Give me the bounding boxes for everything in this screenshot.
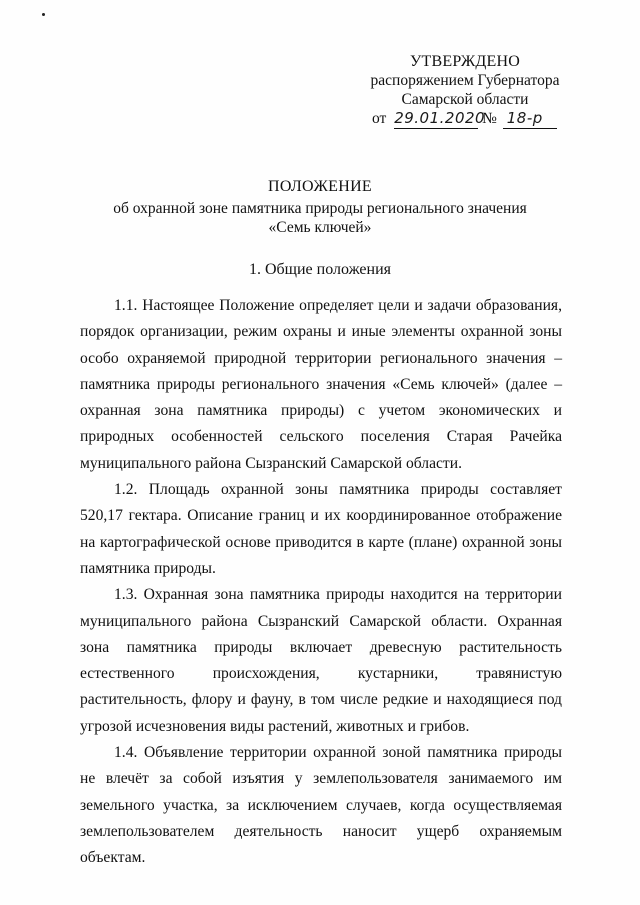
handwritten-number: 18-р xyxy=(503,109,557,129)
approval-title: УТВЕРЖДЕНО xyxy=(409,53,520,70)
scan-speck xyxy=(42,13,45,16)
approval-stamp-block xyxy=(360,52,570,129)
approval-date-number-line xyxy=(372,109,570,129)
paragraph-1-1: 1.1. Настоящее Положение определяет цели и задачи образования, порядок организации, режим охраны и иные элементы охранной зоны особо охраняемой природной территории регионального значения – памятника природы регионального значения «Семь ключей» (далее – охранная зона памятника природы) с учетом экономических и природных особенностей сельского поселения Старая Рачейка муниципального района Сызранский Самарской области. xyxy=(80,297,562,472)
document-subtitle-line2: «Семь ключей» xyxy=(268,219,372,236)
paragraph-1-3: 1.3. Охранная зона памятника природы находится на территории муниципального района Сызранский Самарской области. Охранная зона памятника природы включает древесную растительность естественного происхождения, кустарники, травянистую растительность, флору и фауну, в том числе редкие и находящиеся под угрозой исчезновения виды растений, животных и грибов. xyxy=(80,586,562,735)
number-prefix: № xyxy=(482,110,497,127)
section-title: 1. Общие положения xyxy=(248,261,392,278)
approval-authority: распоряжением Губернатора xyxy=(370,72,560,89)
document-subtitle-line1: об охранной зоне памятника природы регионального значения xyxy=(113,200,527,217)
paragraph-1-4: 1.4. Объявление территории охранной зоной памятника природы не влечёт за собой изъятия у землепользователя занимаемого им земельного участка, за исключением случаев, когда осуществляемая землепользователем деятельность наносит ущерб охраняемым объектам. xyxy=(80,744,562,867)
handwritten-date: 29.01.2020 xyxy=(394,109,486,127)
document-title: ПОЛОЖЕНИЕ xyxy=(267,178,372,195)
document-body xyxy=(80,293,562,872)
paragraph-1-2: 1.2. Площадь охранной зоны памятника природы составляет 520,17 гектара. Описание границ и их координированное отображение на картографической основе приводится в карте (плане) охранной зоны памятника природы. xyxy=(80,481,562,577)
approval-region: Самарской области xyxy=(401,91,529,108)
date-prefix: от xyxy=(372,110,387,127)
